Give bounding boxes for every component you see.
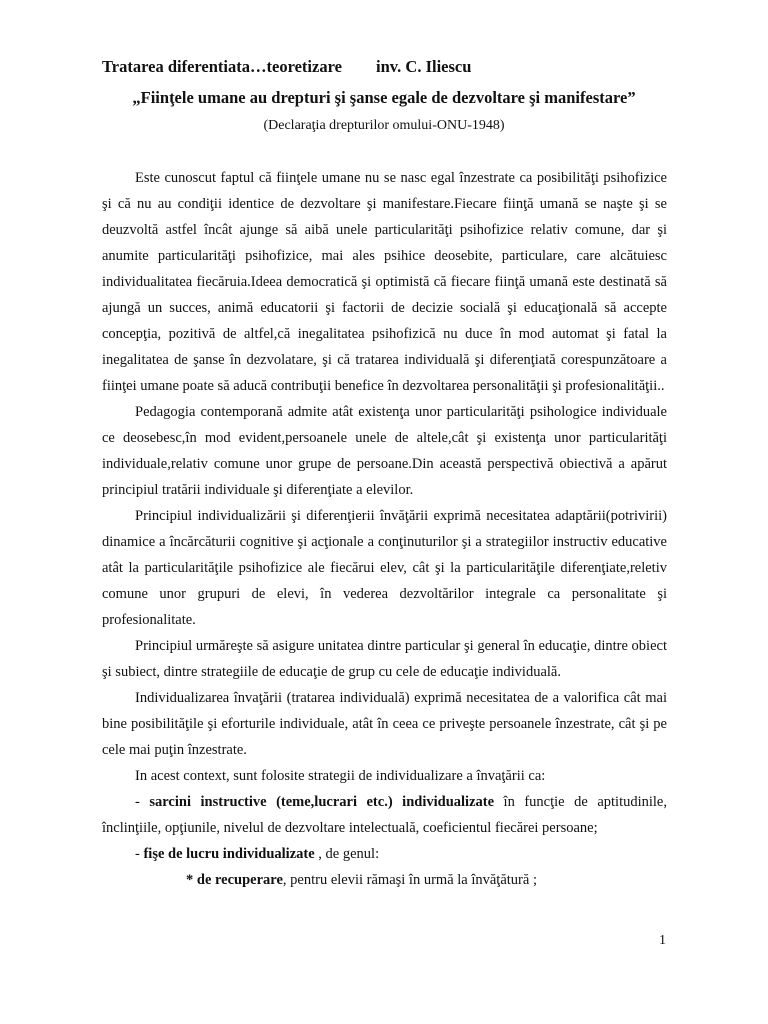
document-body [102, 165, 667, 893]
paragraph: In acest context, sunt folosite strategii de individualizare a învaţării ca: [135, 768, 546, 784]
list-item [102, 841, 667, 867]
document-title-line [102, 57, 471, 77]
paragraph: Principiul individualizării şi diferenţierii învăţării exprimă necesitatea adaptării(potrivirii) dinamice a încărcăturii cognitive şi acţionale a conţinuturilor şi a strategiilor instructiv educative atât la particularităţile psihofizice ale fiecărui elev, cât şi la particularităţile diferenţiate,reletiv comune unor grupuri de elevi, în vederea dezvoltărilor integrale ca personalitate şi profesionalitate. [102, 508, 667, 628]
page-number: 1 [659, 933, 666, 948]
sub-list-item [102, 867, 667, 893]
document-title: Tratarea diferentiata…teoretizare [102, 57, 342, 76]
motto-source: (Declaraţia drepturilor omului-ONU-1948) [263, 118, 505, 133]
list-item-text: , de genul: [314, 846, 380, 862]
document-author: inv. C. Iliescu [376, 57, 472, 76]
list-item-bold: fişe de lucru individualizate [143, 846, 315, 862]
sub-list-item-bold: de recuperare [196, 872, 283, 888]
motto-quote: „Fiinţele umane au drepturi şi şanse egale de dezvoltare şi manifestare” [132, 88, 636, 107]
list-item [102, 789, 667, 841]
paragraph: Pedagogia contemporană admite atât existenţa unor particularităţi psihologice individuale ce deosebesc,în mod evident,persoanele unele de altele,cât şi existenţa unor particularităţi individuale,relativ comune unor grupe de persoane.Din această perspectivă obiectivă a apărut principiul tratării individuale şi diferenţiate a elevilor. [102, 404, 667, 498]
paragraph: Principiul urmăreşte să asigure unitatea dintre particular şi general în educaţie, dintre obiect şi subiect, dintre strategiile de educaţie de grup cu cele de educaţie individuală. [102, 638, 667, 680]
sub-list-star: * [186, 872, 197, 888]
list-dash: - [135, 794, 150, 810]
paragraph: Individualizarea învaţării (tratarea individuală) exprimă necesitatea de a valorifica cât mai bine posibilităţile şi eforturile individuale, atât în ceea ce priveşte persoanele înzestrate, cât şi pe cele mai puţin înzestrate. [102, 690, 667, 758]
list-item-text: în funcţie de aptitudinile, înclinţiile, opţiunile, nivelul de dezvoltare intelectuală, coeficientul fiecărei persoane; [102, 794, 667, 836]
paragraph: Este cunoscut faptul că fiinţele umane nu se nasc egal înzestrate ca posibilităţi psihofizice şi că nu au condiţii identice de dezvoltare şi manifestare.Fiecare fiinţă umană se naşte şi se deuzvoltă astfel încât ajunge să aibă unele particularităţi psihofizice relativ comune, dar şi anumite particularităţi psihofizice, mai ales psihice deosebite, particulare, care alcătuiesc individualitatea fiecăruia.Ideea democratică şi optimistă că fiecare fiinţă umană este destinată să ajungă un succes, animă educatorii şi factorii de decizie socială şi educaţională să accepte concepţia, pozitivă de altfel,că inegalitatea psihofizică nu duce în mod automat şi fatal la inegalitatea de şanse în dezvolatare, şi că tratarea individuală şi diferenţiată corespunzătoare a fiinţei umane poate să aducă contribuţii benefice în dezvoltarea personalităţii şi profesionalităţii.. [102, 170, 667, 394]
list-item-bold: sarcini instructive (teme,lucrari etc.) individualizate [149, 794, 495, 810]
sub-list-item-text: , pentru elevii rămaşi în urmă la învăţătură ; [282, 872, 537, 888]
list-dash: - [135, 846, 144, 862]
